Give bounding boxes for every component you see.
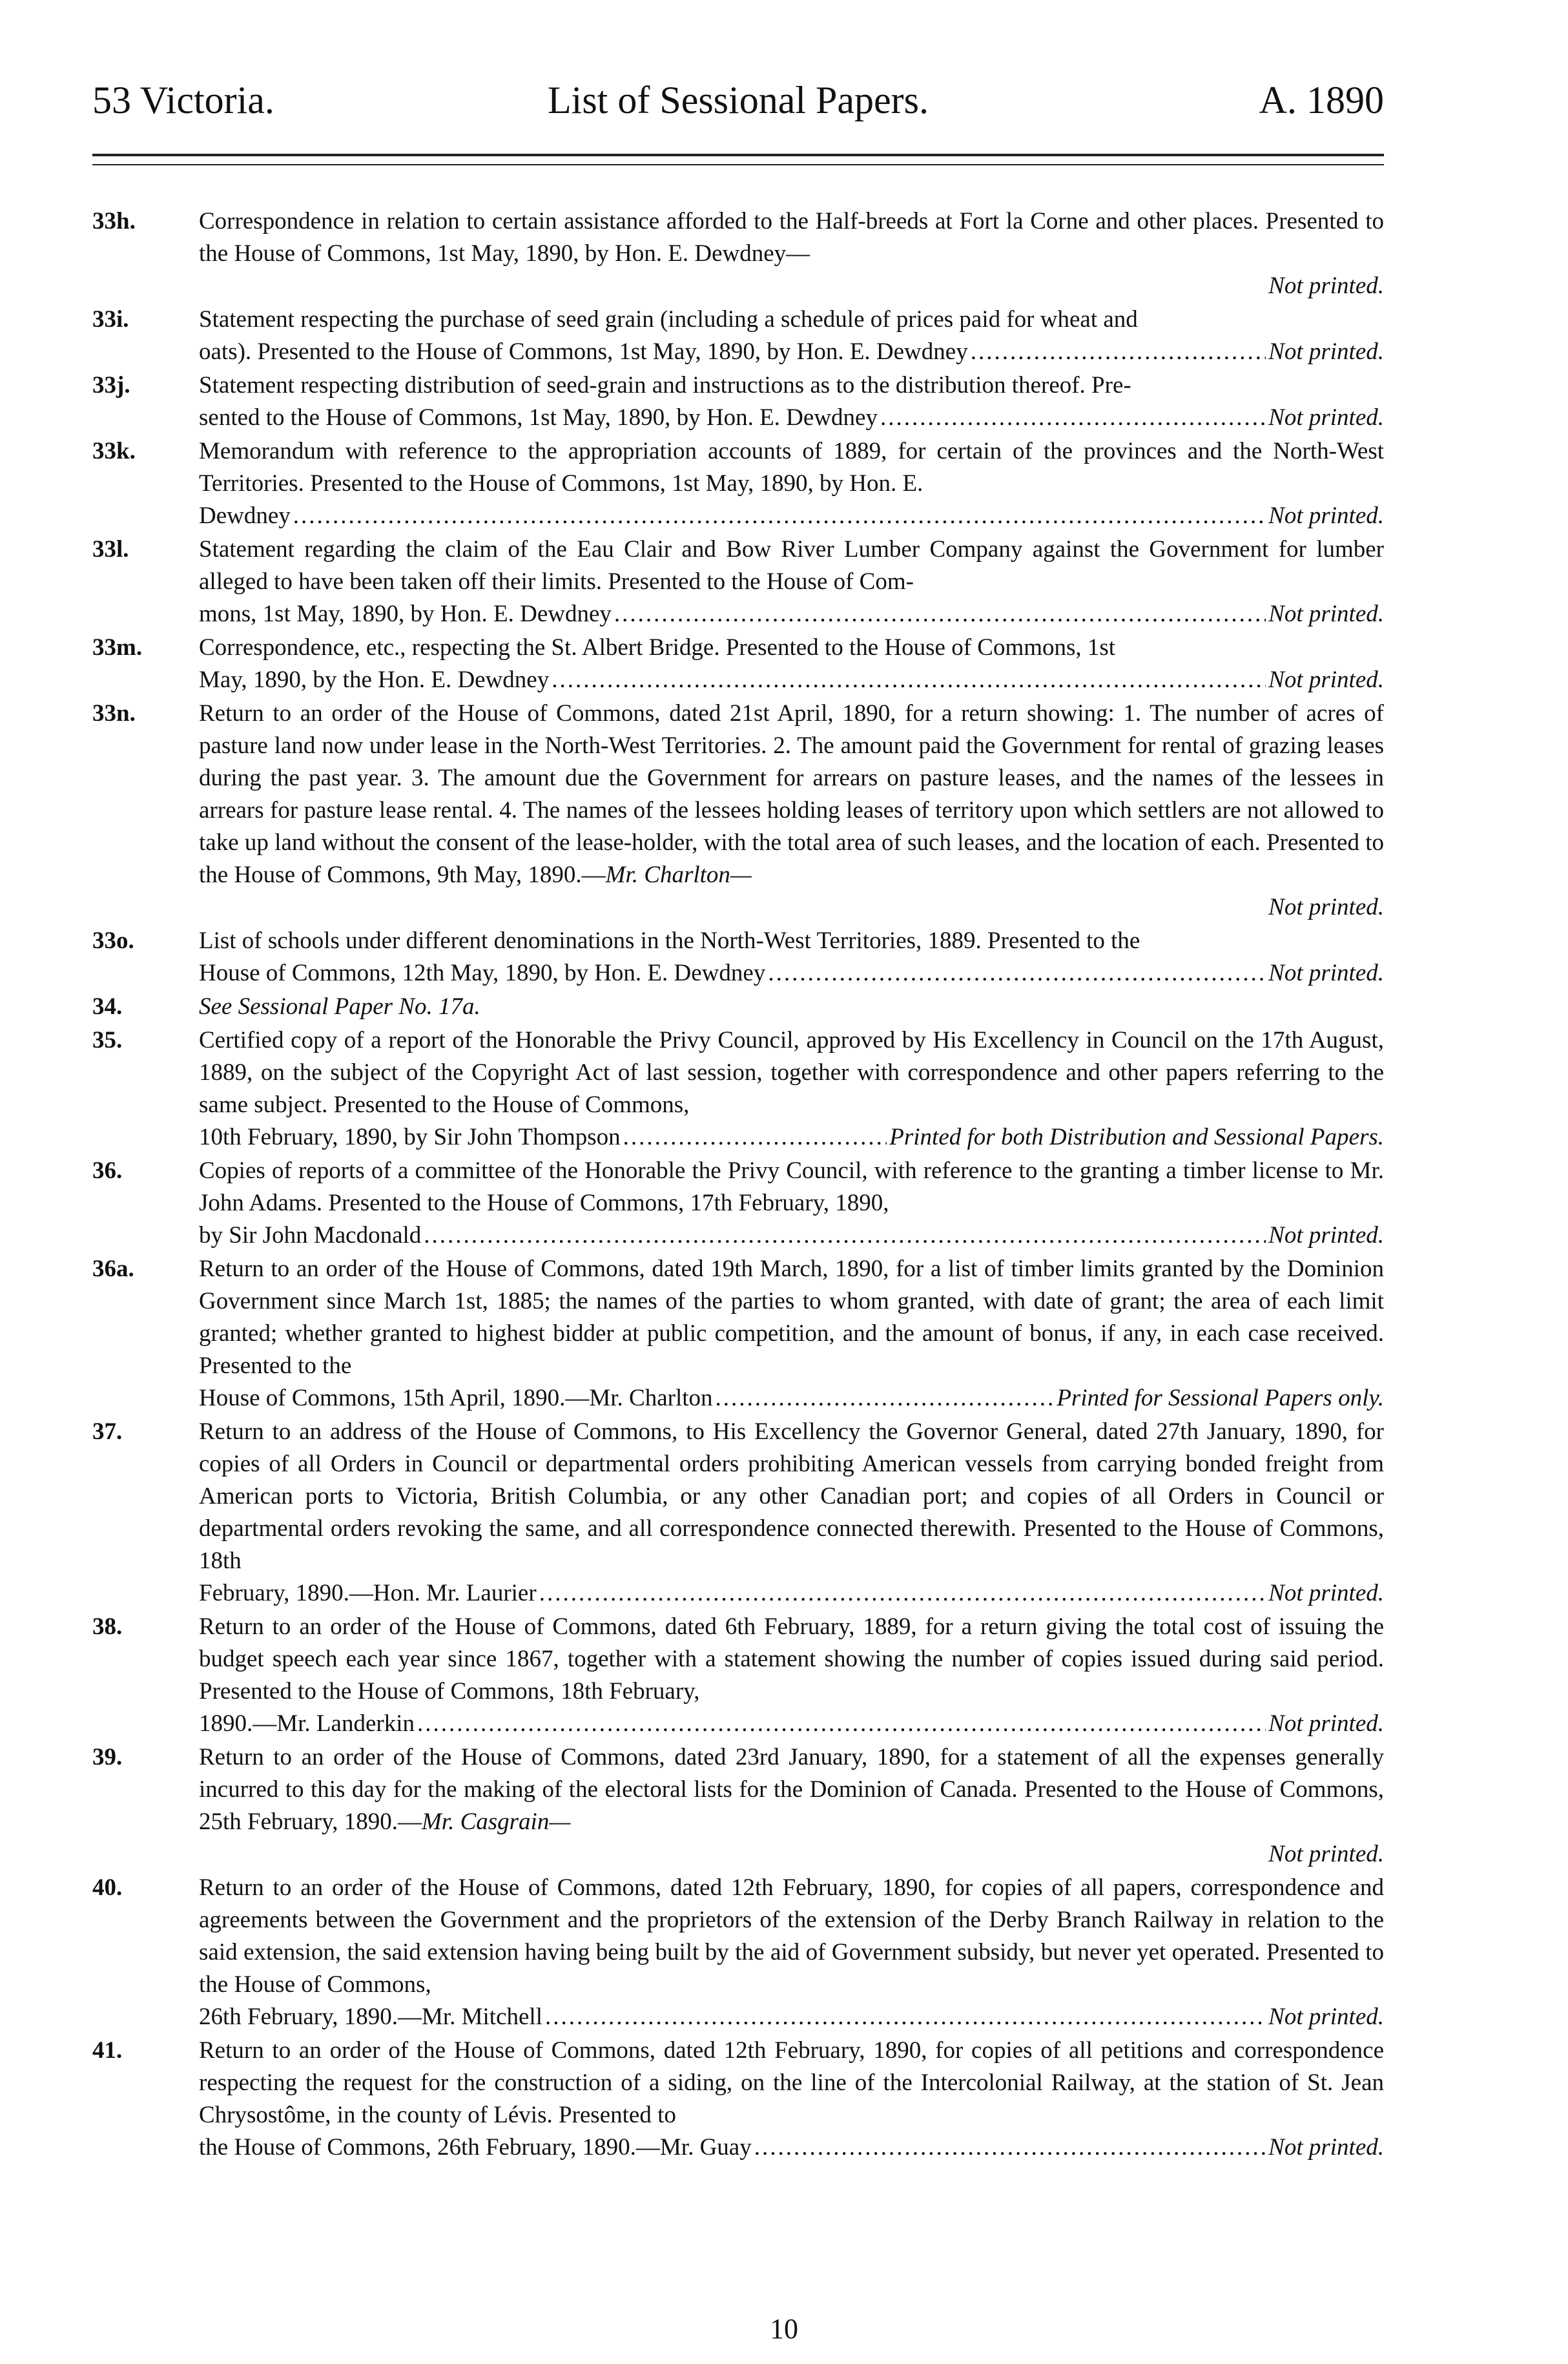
print-status: Not printed. — [1268, 667, 1384, 693]
paper-number: 38. — [92, 1613, 123, 1640]
dot-leader — [424, 1219, 1266, 1252]
print-status: Not printed. — [1268, 2004, 1384, 2030]
paper-mover: See Sessional Paper No. 17a. — [199, 993, 480, 1020]
list-item — [92, 2035, 1384, 2164]
entry-final-text: February, 1890.—Hon. Mr. Laurier — [199, 1580, 537, 1606]
header-session: 53 Victoria. — [92, 79, 274, 121]
paper-number: 36a. — [92, 1256, 134, 1282]
dot-leader — [880, 402, 1266, 434]
paper-description: Return to an address of the House of Commons, to His Excellency the Governor General, dated 27th January, 1890, for copies of all Orders in Council or departmental orders prohibiting American vessels from carrying bonded freight from American ports to Victoria, British Columbia, or any other Canadian port; and copies of all Orders in Council or departmental orders revoking the same, and all correspondence connected therewith. Presented to the House of Commons, 18th — [199, 1418, 1384, 1574]
print-status: Printed for both Distribution and Sessional Papers. — [889, 1124, 1384, 1150]
header-rule-thin — [92, 164, 1384, 165]
list-item — [92, 1872, 1384, 2033]
entry-final-line — [199, 1219, 1384, 1252]
entry-final-text: 1890.—Mr. Landerkin — [199, 1710, 415, 1737]
dot-leader — [614, 598, 1266, 630]
dot-leader — [754, 2131, 1266, 2164]
list-item — [92, 1024, 1384, 1154]
entry-final-line — [199, 1382, 1384, 1415]
paper-number: 41. — [92, 2037, 123, 2064]
entry-final-line — [199, 2001, 1384, 2033]
paper-number: 33j. — [92, 372, 130, 399]
dot-leader — [716, 1382, 1055, 1415]
header-rule-thick — [92, 154, 1384, 156]
paper-description: Return to an order of the House of Commons, dated 23rd January, 1890, for a statement of all the expenses generally incurred to this day for the making of the electoral lists for the Dominion of Canada. Presented to the House of Commons, 25th February, 1890.— — [199, 1744, 1384, 1835]
entry-final-text: the House of Commons, 26th February, 1890.—Mr. Guay — [199, 2134, 752, 2161]
paper-number: 33l. — [92, 536, 129, 563]
list-item — [92, 1416, 1384, 1610]
paper-description: Statement regarding the claim of the Eau Clair and Bow River Lumber Company against the Government for lumber alleged to have been taken off their limits. Presented to the House of Com- — [199, 536, 1384, 595]
entry-final-text: 26th February, 1890.—Mr. Mitchell — [199, 2004, 542, 2030]
entry-final-line — [199, 1577, 1384, 1610]
print-status: Not printed. — [1268, 404, 1384, 431]
entry-final-text: oats). Presented to the House of Commons, 1st May, 1890, by Hon. E. Dewdney — [199, 338, 968, 365]
paper-description: Memorandum with reference to the appropriation accounts of 1889, for certain of the provinces and the North-West Territories. Presented to the House of Commons, 1st May, 1890, by Hon. E. — [199, 438, 1384, 497]
dot-leader — [545, 2001, 1266, 2033]
entry-final-text: House of Commons, 15th April, 1890.—Mr. Charlton — [199, 1385, 713, 1411]
dot-leader — [971, 336, 1266, 368]
entry-final-line — [199, 1121, 1384, 1154]
print-status: Not printed. — [1268, 894, 1384, 920]
paper-number: 37. — [92, 1418, 123, 1445]
paper-description: Correspondence in relation to certain assistance afforded to the Half-breeds at Fort la Corne and other places. Presented to the House of Commons, 1st May, 1890, by Hon. E. Dewdney— — [199, 208, 1384, 267]
list-item — [92, 304, 1384, 368]
paper-description: Copies of reports of a committee of the Honorable the Privy Council, with reference to the granting a timber license to Mr. John Adams. Presented to the House of Commons, 17th February, 1890, — [199, 1157, 1384, 1216]
paper-number: 36. — [92, 1157, 123, 1184]
entry-final-text: May, 1890, by the Hon. E. Dewdney — [199, 667, 550, 693]
entry-final-line — [199, 402, 1384, 434]
page-header — [92, 71, 1384, 129]
list-item — [92, 1741, 1384, 1871]
entry-final-text: mons, 1st May, 1890, by Hon. E. Dewdney — [199, 601, 612, 627]
list-item — [92, 1611, 1384, 1740]
list-item — [92, 205, 1384, 302]
dot-leader — [768, 957, 1266, 990]
list-item — [92, 632, 1384, 696]
entry-final-line — [199, 664, 1384, 696]
list-item — [92, 925, 1384, 990]
print-status: Not printed. — [1268, 273, 1384, 299]
entry-final-line — [199, 957, 1384, 990]
paper-number: 33m. — [92, 634, 143, 661]
entry-final-line — [199, 598, 1384, 630]
print-status: Not printed. — [1268, 1222, 1384, 1249]
paper-number: 33h. — [92, 208, 136, 234]
paper-description: Statement respecting the purchase of seed grain (including a schedule of prices paid for wheat and — [199, 306, 1138, 333]
print-status: Not printed. — [1268, 503, 1384, 529]
entry-final-text: 10th February, 1890, by Sir John Thompson — [199, 1124, 621, 1150]
list-item — [92, 991, 1384, 1023]
paper-number: 39. — [92, 1744, 123, 1770]
dot-leader — [539, 1577, 1266, 1610]
paper-mover: Mr. Casgrain— — [421, 1809, 571, 1835]
paper-number: 35. — [92, 1027, 123, 1053]
entry-final-text: Dewdney — [199, 503, 291, 529]
paper-description: Return to an order of the House of Commons, dated 12th February, 1890, for copies of all petitions and correspondence respecting the request for the construction of a siding, on the line of the Intercolonial Railway, at the station of St. Jean Chrysostôme, in the county of Lévis. Presented to — [199, 2037, 1384, 2128]
list-item — [92, 698, 1384, 924]
dot-leader — [417, 1708, 1266, 1740]
list-item — [92, 534, 1384, 630]
paper-number: 33n. — [92, 700, 136, 727]
paper-number: 33o. — [92, 928, 134, 954]
paper-description: List of schools under different denominations in the North-West Territories, 1889. Presented to the — [199, 928, 1140, 954]
dot-leader — [552, 664, 1266, 696]
print-status: Not printed. — [1268, 2134, 1384, 2161]
paper-description: Return to an order of the House of Commons, dated 6th February, 1889, for a return giving the total cost of issuing the budget speech each year since 1867, together with a statement showing the number of copies issued during said period. Presented to the House of Commons, 18th February, — [199, 1613, 1384, 1705]
paper-number: 40. — [92, 1874, 123, 1901]
print-status: Not printed. — [1268, 960, 1384, 986]
list-item — [92, 369, 1384, 434]
paper-description: Return to an order of the House of Commons, dated 21st April, 1890, for a return showing: 1. The number of acres of pasture land now under lease in the North-West Territories. 2. The amount paid the Government for rental of grazing leases during the past year. 3. The amount due the Government for arrears on pasture leases, and the names of the lessees in arrears for pasture lease rental. 4. The names of the lessees holding leases of territory upon which settlers are not allowed to take up land without the consent of the lease-holder, with the total area of such leases, and the location of each. Presented to the House of Commons, 9th May, 1890.— — [199, 700, 1384, 888]
print-status: Printed for Sessional Papers only. — [1057, 1385, 1384, 1411]
list-item — [92, 1155, 1384, 1252]
header-year: A. 1890 — [1259, 79, 1384, 121]
print-status: Not printed. — [1268, 1580, 1384, 1606]
print-status: Not printed. — [1268, 338, 1384, 365]
print-status: Not printed. — [1268, 1710, 1384, 1737]
paper-description: Certified copy of a report of the Honorable the Privy Council, approved by His Excellency in Council on the 17th August, 1889, on the subject of the Copyright Act of last session, together with correspondence and other papers referring to the same subject. Presented to the House of Commons, — [199, 1027, 1384, 1118]
entry-final-line — [199, 1708, 1384, 1740]
entry-final-line — [199, 500, 1384, 532]
entry-final-text: House of Commons, 12th May, 1890, by Hon. E. Dewdney — [199, 960, 766, 986]
entry-final-line — [199, 336, 1384, 368]
paper-number: 34. — [92, 993, 123, 1020]
entry-final-text: by Sir John Macdonald — [199, 1222, 422, 1249]
paper-description: Return to an order of the House of Commons, dated 12th February, 1890, for copies of all papers, correspondence and agreements between the Government and the proprietors of the extension of the Derby Branch Railway in relation to the said extension, the said extension having being built by the aid of Government subsidy, but never yet operated. Presented to the House of Commons, — [199, 1874, 1384, 1998]
paper-mover: Mr. Charlton— — [605, 862, 752, 888]
print-status: Not printed. — [1268, 1841, 1384, 1867]
dot-leader — [293, 500, 1266, 532]
sessional-paper-list — [92, 205, 1384, 2165]
entry-final-line — [199, 2131, 1384, 2164]
list-item — [92, 1253, 1384, 1415]
header-title: List of Sessional Papers. — [548, 79, 929, 121]
paper-description: Correspondence, etc., respecting the St. Albert Bridge. Presented to the House of Commons, 1st — [199, 634, 1116, 661]
page-number: 10 — [770, 2313, 798, 2345]
paper-description: Statement respecting distribution of seed-grain and instructions as to the distribution thereof. Pre- — [199, 372, 1131, 399]
print-status: Not printed. — [1268, 601, 1384, 627]
paper-description: Return to an order of the House of Commons, dated 19th March, 1890, for a list of timber limits granted by the Dominion Government since March 1st, 1885; the names of the parties to whom granted, with date of grant; the area of each limit granted; whether granted to highest bidder at public competition, and the amount of bonus, if any, in each case received. Presented to the — [199, 1256, 1384, 1379]
dot-leader — [623, 1121, 887, 1154]
entry-final-text: sented to the House of Commons, 1st May, 1890, by Hon. E. Dewdney — [199, 404, 878, 431]
paper-number: 33k. — [92, 438, 136, 464]
paper-number: 33i. — [92, 306, 129, 333]
list-item — [92, 435, 1384, 532]
